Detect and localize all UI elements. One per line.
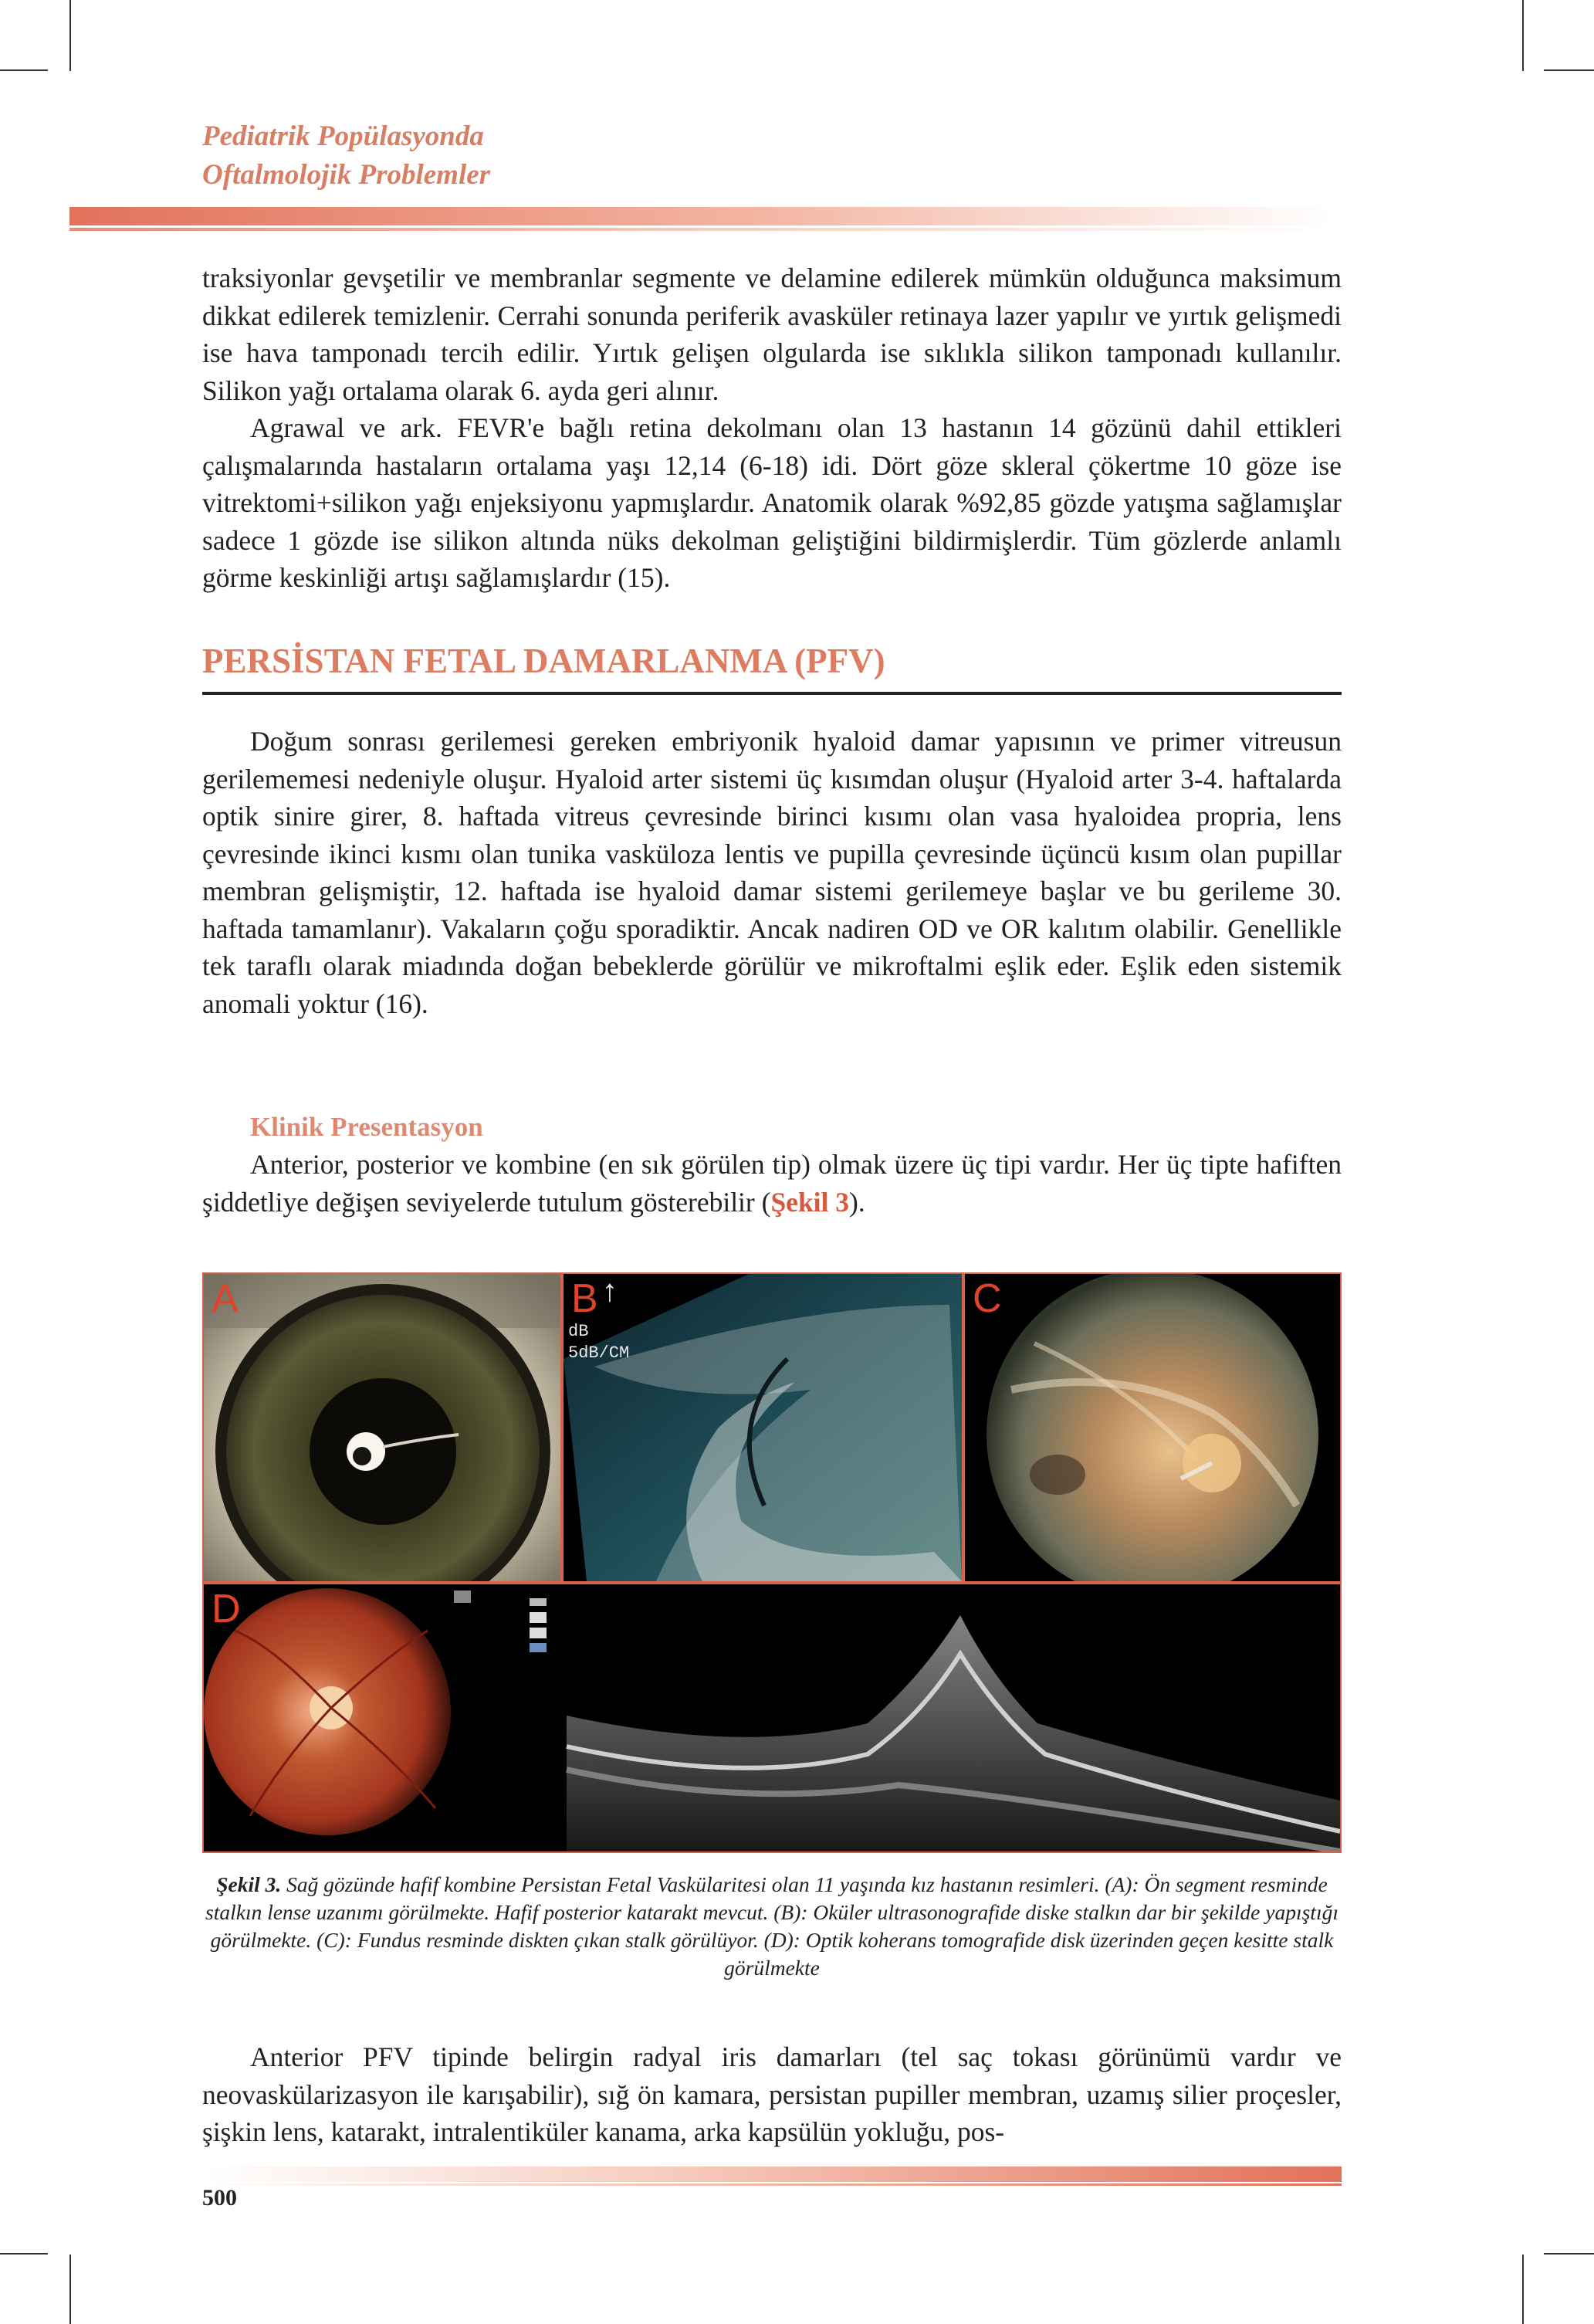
panel-d-oct	[202, 1583, 1342, 1853]
page-number: 500	[202, 2185, 237, 2211]
panel-b-ultrasound	[562, 1272, 963, 1583]
crop-mark	[1522, 2255, 1524, 2324]
crop-mark	[69, 2255, 71, 2324]
ultrasound-image	[563, 1274, 962, 1581]
figure-reference-link[interactable]: Şekil 3	[770, 1186, 850, 1218]
paragraph-4-text-b: ).	[849, 1186, 865, 1218]
figure-3	[202, 1272, 1342, 1853]
panel-label-a: A	[212, 1276, 239, 1321]
paragraph-1: traksiyonlar gevşetilir ve membranlar segmente ve delamine edilerek mümkün olduğunca maksimum dikkat edilerek temizlenir. Cerrahi sonunda periferik avasküler retinaya lazer yapılır ve yırtık gelişmedi ise hava tamponadı tercih edilir. Yırtık gelişen olgularda ise sıklıkla silikon tamponadı kullanılır. Silikon yağı ortalama olarak 6. ayda geri alınır.	[202, 263, 1342, 406]
paragraph-5: Anterior PFV tipinde belirgin radyal iris damarları (tel saç tokası görünümü vardır ve neovaskülarizasyon ile karışabilir), sığ ön kamara, persistan pupiller membran, uzamış silier proçesler, şişkin lens, katarakt, intralentiküler kanama, arka kapsülün yokluğu, pos-	[202, 2041, 1342, 2147]
crop-mark	[69, 0, 71, 71]
footer-rule	[202, 2166, 1342, 2185]
crop-mark	[1544, 69, 1594, 71]
anterior-segment-image	[204, 1274, 560, 1581]
crop-mark	[1522, 0, 1524, 71]
paragraph-4-text-a: Anterior, posterior ve kombine (en sık görülen tip) olmak üzere üç tipi vardır. Her üç tipte hafiften şiddetliye değişen seviyelerde tutulum gösterebilir (	[202, 1149, 1342, 1218]
panel-c-fundus-photo	[963, 1272, 1342, 1583]
crop-mark	[0, 69, 48, 71]
running-head-line-1: Pediatrik Popülasyonda	[202, 120, 484, 152]
section-title: PERSİSTAN FETAL DAMARLANMA (PFV)	[202, 638, 1342, 695]
ultrasound-db-label: dB	[568, 1322, 589, 1341]
paragraph-4	[202, 1146, 1342, 1221]
oct-image	[204, 1584, 1340, 1851]
paragraph-3: Doğum sonrası gerilemesi gereken embriyonik hyaloid damar yapısının ve primer vitreusun gerilememesi nedeniyle oluşur. Hyaloid arter sistemi üç kısımdan oluşur (Hyaloid arter 3-4. haftalarda optik sinire girer, 8. haftada vitreus çevresinde birinci kısımı olan vasa hyaloidea propria, lens çevresinde ikinci kısmı olan tunika vasküloza lentis ve pupilla çevresinde üçüncü kısım olan pupillar membran gelişmiştir, 12. haftada ise hyaloid damar sistemi gerilemeye başlar ve bu gerileme 30. haftada tamamlanır). Vakaların çoğu sporadiktir. Ancak nadiren OD ve OR kalıtım olabilir. Genellikle tek taraflı olarak miadında doğan bebeklerde görülür ve mikroftalmi eşlik eder. Eşlik eden sistemik anomali yoktur (16).	[202, 726, 1342, 1019]
paragraph-2: Agrawal ve ark. FEVR'e bağlı retina dekolmanı olan 13 hastanın 14 gözünü dahil ettikleri çalışmalarında hastaların ortalama yaşı 12,14 (6-18) idi. Dört göze skleral çökertme 10 göze ise vitrektomi+silikon yağı enjeksiyonu yapmışlardır. Anatomik olarak %92,85 gözde yatışma sağlamışlar sadece 1 gözde ise silikon altında nüks dekolman geliştiğini bildirmişlerdir. Tüm gözlerde anlamlı görme keskinliği artışı sağlamışlardır (15).	[202, 412, 1342, 593]
running-head	[202, 117, 490, 195]
crop-mark	[0, 2253, 48, 2255]
figure-caption-label: Şekil 3.	[216, 1872, 282, 1896]
fundus-image-c	[965, 1274, 1340, 1581]
figure-caption-text: Sağ gözünde hafif kombine Persistan Fetal Vaskülaritesi olan 11 yaşında kız hastanın resimleri. (A): Ön segment resminde stalkın lense uzanımı görülmekte. Hafif posterior katarakt mevcut. (B): Oküler ultrasonografide diske stalkın dar bir şekilde yapıştığı görülmekte. (C): Fundus resminde diskten çıkan stalk görülüyor. (D): Optik koherans tomografide disk üzerinden geçen kesitte stalk görülmekte	[205, 1872, 1338, 1980]
panel-label-c: C	[973, 1276, 1002, 1321]
crop-mark	[1544, 2253, 1594, 2255]
subsection-title: Klinik Presentasyon	[250, 1112, 483, 1142]
running-head-line-2: Oftalmolojik Problemler	[202, 159, 491, 191]
panel-a-anterior-segment-photo	[202, 1272, 562, 1583]
header-rule	[69, 207, 1335, 232]
figure-caption	[202, 1871, 1342, 1982]
ultrasound-orientation-arrow: ↑	[601, 1276, 620, 1311]
panel-label-d: D	[212, 1587, 241, 1631]
ultrasound-scale-label: 5dB/CM	[568, 1343, 630, 1363]
panel-label-b: B	[571, 1276, 598, 1321]
